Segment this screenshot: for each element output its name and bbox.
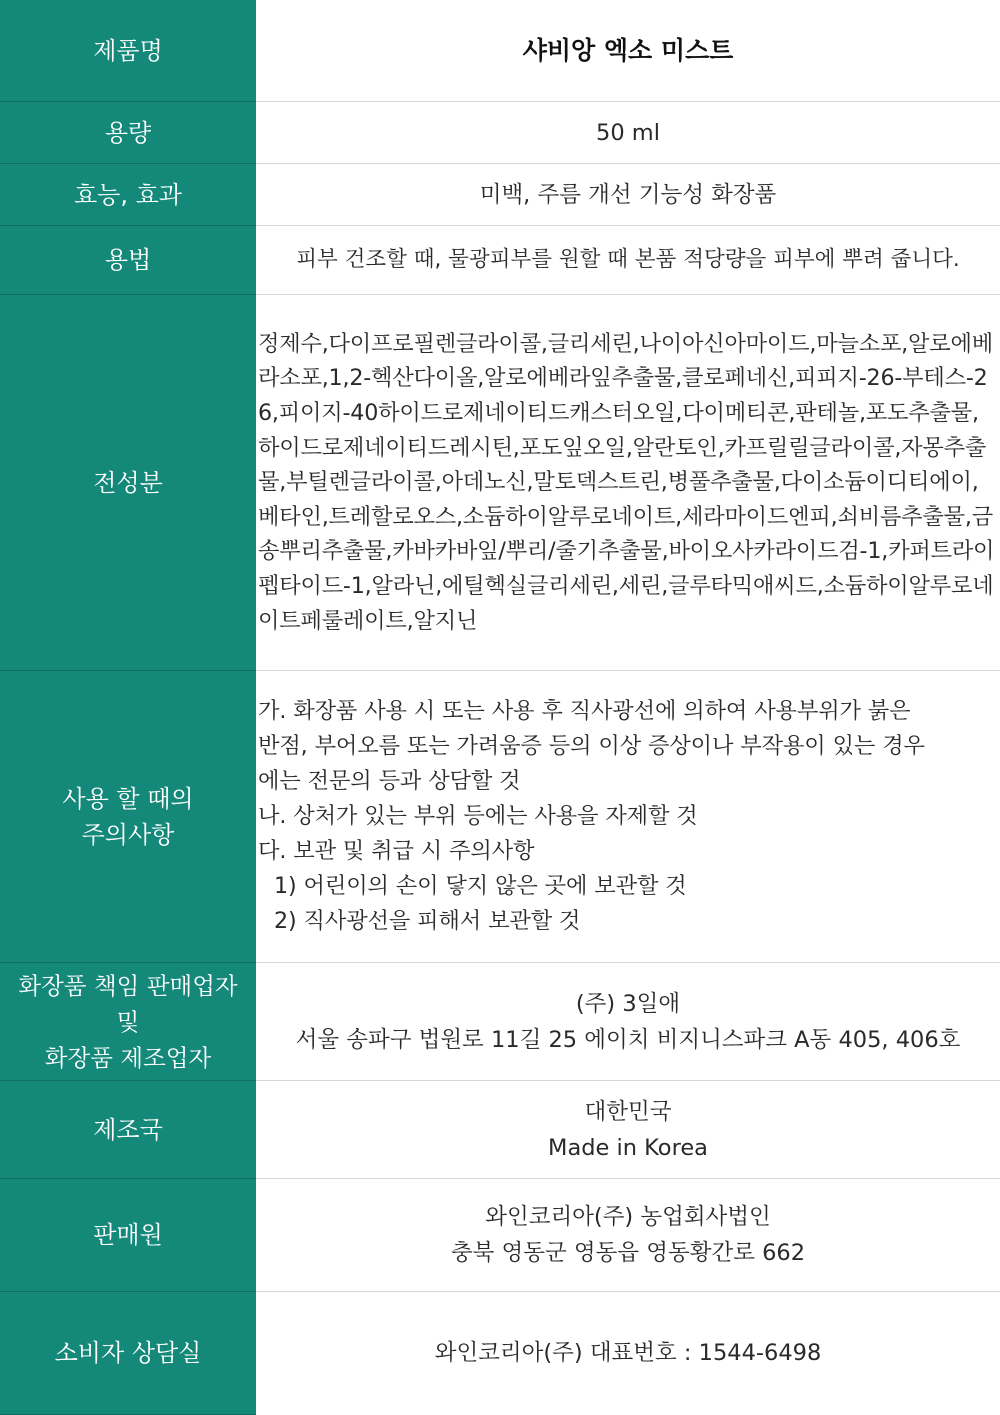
value-usage [256,226,1000,294]
label-text: 효능, 효과 [74,180,182,209]
ingredients-text: 정제수,다이프로필렌글라이콜,글리세린,나이아신아마이드,마늘소포,알로에베라소포,1,2-헥산다이올,알로에베라잎추출물,클로페네신,피피지-26-부테스-26,피이지-40하이드로제네이티드캐스터오일,다이메티콘,판테놀,포도추출물,하이드로제네이티드레시틴,포도잎오일,알란토인,카프릴릴글라이콜,자몽추출물,부틸렌글라이콜,아데노신,말토덱스트린,병풀추출물,다이소듐이디티에이,베타인,트레할로오스,소듐하이알루로네이트,세라마이드엔피,쇠비름추출물,금송뿌리추출물,카바카바잎/뿌리/줄기추출물,바이오사카라이드검-1,카퍼트라이펩타이드-1,알라닌,에틸헥실글리세린,세린,글루타믹애씨드,소듐하이알루로네이트페룰레이트,알지닌 [258,330,995,634]
row-cautions [0,671,1000,963]
manufacturer-address: 서울 송파구 법원로 11길 25 에이치 비지니스파크 A동 405, 406호 [295,1026,961,1053]
distributor-name: 와인코리아(주) 농업회사법인 [485,1204,771,1230]
consumer-center-phone: 와인코리아(주) 대표번호 : 1544-6498 [434,1340,822,1366]
label-consumer-center [0,1292,256,1415]
caution-line: 나. 상처가 있는 부위 등에는 사용을 자제할 것 [258,803,698,829]
label-text: 판매원 [93,1221,163,1249]
label-text: 제품명 [93,36,163,65]
label-ingredients [0,295,256,671]
caution-line: 1) 어린이의 손이 닿지 않은 곳에 보관할 것 [274,873,687,899]
label-country [0,1081,256,1179]
label-cautions [0,671,256,963]
row-usage [0,226,1000,295]
label-efficacy [0,164,256,226]
label-text: 화장품 제조업자 [44,1043,212,1072]
row-efficacy [0,164,1000,226]
label-distributor [0,1179,256,1292]
label-text: 주의사항 [81,820,175,849]
label-usage [0,226,256,295]
caution-line: 2) 직사광선을 피해서 보관할 것 [274,908,581,934]
value-consumer-center [256,1292,1000,1414]
row-consumer-center [0,1292,1000,1414]
value-cautions [256,671,1000,962]
value-ingredients [256,295,1000,670]
usage-text: 피부 건조할 때, 물광피부를 원할 때 본품 적당량을 피부에 뿌려 줍니다. [296,247,960,272]
row-product-name [0,0,1000,102]
value-product-name [256,0,1000,101]
caution-line: 반점, 부어오름 또는 가려움증 등의 이상 증상이나 부작용이 있는 경우 [258,733,925,759]
label-text: 제조국 [93,1115,163,1144]
value-volume [256,102,1000,163]
row-country [0,1081,1000,1179]
label-text: 전성분 [93,468,163,497]
label-volume [0,102,256,164]
efficacy-text: 미백, 주름 개선 기능성 화장품 [479,181,777,208]
distributor-address: 충북 영동군 영동읍 영동황간로 662 [450,1240,806,1266]
caution-line: 다. 보관 및 취급 시 주의사항 [258,838,535,864]
country-korean: 대한민국 [584,1098,672,1125]
country-english: Made in Korea [548,1134,708,1161]
manufacturer-name: (주) 3일애 [575,990,681,1017]
value-distributor [256,1179,1000,1291]
label-text: 소비자 상담실 [54,1339,202,1367]
label-product-name [0,0,256,102]
label-text: 및 [116,1007,140,1036]
label-text: 용량 [104,118,152,147]
value-efficacy [256,164,1000,225]
caution-line: 가. 화장품 사용 시 또는 사용 후 직사광선에 의하여 사용부위가 붉은 [258,698,911,724]
row-ingredients [0,295,1000,671]
value-manufacturer [256,963,1000,1080]
label-text: 용법 [104,246,152,274]
row-manufacturer [0,963,1000,1081]
label-text: 사용 할 때의 [62,784,194,813]
product-name-text: 샤비앙 엑소 미스트 [522,35,734,65]
caution-line: 에는 전문의 등과 상담할 것 [258,768,521,794]
row-distributor [0,1179,1000,1292]
label-text: 화장품 책임 판매업자 [18,971,238,1000]
value-country [256,1081,1000,1178]
label-manufacturer [0,963,256,1081]
row-volume [0,102,1000,164]
volume-text: 50 ml [596,119,660,146]
